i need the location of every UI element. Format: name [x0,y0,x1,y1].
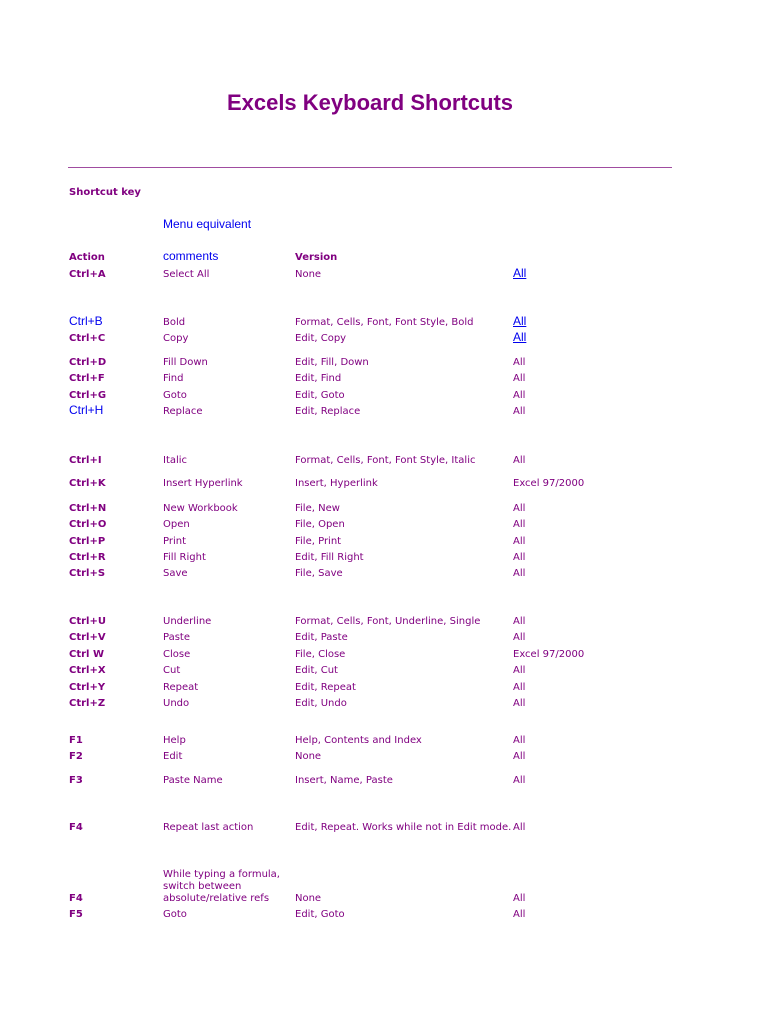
menu-cell: Format, Cells, Font, Underline, Single [295,616,481,627]
menu-cell: Edit, Repeat [295,682,356,693]
action-cell: Copy [163,333,189,344]
action-cell: Open [163,519,190,530]
action-cell: Goto [163,909,187,920]
version-cell: All [513,519,526,530]
action-cell: Replace [163,406,203,417]
version-cell: Excel 97/2000 [513,478,585,489]
action-cell: New Workbook [163,503,238,514]
menu-cell: Insert, Name, Paste [295,775,393,786]
version-cell: All [513,822,526,833]
version-cell: All [513,682,526,693]
version-cell: All [513,698,526,709]
shortcut-key-cell: F5 [69,909,83,920]
shortcut-key-cell: Ctrl+S [69,568,106,579]
action-cell: Select All [163,269,210,280]
shortcut-key-cell: Ctrl+F [69,373,105,384]
shortcut-key-cell: Ctrl+U [69,616,106,627]
version-cell: All [513,455,526,466]
action-cell: Undo [163,698,190,709]
action-cell: Print [163,536,187,547]
menu-cell: Format, Cells, Font, Font Style, Italic [295,455,476,466]
version-cell: All [513,406,526,417]
version-cell: All [513,357,526,368]
shortcut-key-cell: Ctrl+V [69,632,106,643]
menu-cell: Insert, Hyperlink [295,478,378,489]
action-cell: Save [163,568,188,579]
menu-equivalent-header[interactable]: Menu equivalent [163,217,252,231]
menu-cell: File, New [295,503,340,514]
shortcut-key-cell: Ctrl+K [69,478,106,489]
menu-cell: None [295,893,322,904]
action-cell: Close [163,649,191,660]
shortcut-key-cell: Ctrl+Z [69,698,106,709]
action-cell: Edit [163,751,183,762]
shortcut-key-cell: Ctrl+X [69,665,106,676]
action-cell: Find [163,373,184,384]
menu-cell: File, Close [295,649,346,660]
version-cell: All [513,503,526,514]
menu-cell: File, Open [295,519,345,530]
menu-cell: Edit, Undo [295,698,347,709]
shortcut-key-cell: Ctrl+O [69,519,107,530]
action-cell: While typing a formula, switch between absolute/relative refs [163,869,280,904]
shortcut-key-cell: Ctrl+D [69,357,107,368]
version-cell: Excel 97/2000 [513,649,585,660]
shortcut-key-cell: F4 [69,893,83,904]
menu-cell: Edit, Paste [295,632,348,643]
menu-cell: Edit, Repeat. Works while not in Edit mode. [295,822,512,833]
action-cell: Underline [163,616,212,627]
version-cell: All [513,536,526,547]
menu-cell: Format, Cells, Font, Font Style, Bold [295,317,474,328]
menu-cell: Edit, Replace [295,406,361,417]
shortcut-key-cell: Ctrl+G [69,390,107,401]
action-cell: Paste Name [163,775,223,786]
shortcut-key-cell: Ctrl+P [69,536,106,547]
action-cell: Help [163,735,186,746]
shortcut-key-cell: F4 [69,822,83,833]
menu-cell: Edit, Find [295,373,342,384]
action-header: Action [69,252,105,263]
version-cell: All [513,568,526,579]
version-cell[interactable]: All [513,314,527,328]
shortcut-key-cell: F2 [69,751,83,762]
version-cell: All [513,632,526,643]
version-cell[interactable]: All [513,266,527,280]
title-divider [68,167,672,168]
action-cell: Insert Hyperlink [163,478,243,489]
menu-cell: Edit, Fill, Down [295,357,369,368]
page-title: Excels Keyboard Shortcuts [226,90,514,115]
version-cell: All [513,373,526,384]
shortcut-key-cell: Ctrl+C [69,333,106,344]
action-cell: Bold [163,317,186,328]
menu-cell: Edit, Cut [295,665,338,676]
version-cell: All [513,909,526,920]
shortcut-key-cell: F3 [69,775,83,786]
shortcut-key-cell[interactable]: Ctrl+B [69,314,103,328]
version-cell: All [513,552,526,563]
menu-cell: Edit, Copy [295,333,347,344]
action-cell: Repeat [163,682,199,693]
shortcut-key-cell: Ctrl+Y [69,682,106,693]
version-header: Version [295,252,338,263]
shortcut-key-cell[interactable]: Ctrl+H [69,403,104,417]
version-cell: All [513,616,526,627]
menu-cell: Edit, Goto [295,390,345,401]
shortcut-key-cell: Ctrl+I [69,455,102,466]
shortcut-key-cell: F1 [69,735,83,746]
shortcut-key-cell: Ctrl+N [69,503,107,514]
version-cell: All [513,735,526,746]
version-cell: All [513,751,526,762]
version-cell: All [513,390,526,401]
shortcut-key-cell: Ctrl+R [69,552,106,563]
menu-cell: File, Print [295,536,342,547]
action-cell: Paste [163,632,190,643]
action-cell: Cut [163,665,181,676]
menu-cell: None [295,269,322,280]
action-cell: Fill Right [163,552,206,563]
version-cell: All [513,775,526,786]
action-cell: Goto [163,390,187,401]
comments-header[interactable]: comments [163,249,219,263]
menu-cell: Edit, Fill Right [295,552,364,563]
shortcut-key-cell: Ctrl W [69,649,104,660]
shortcut-key-header: Shortcut key [69,187,141,198]
menu-cell: Help, Contents and Index [295,735,422,746]
action-cell: Italic [163,455,188,466]
version-cell[interactable]: All [513,330,527,344]
action-cell: Fill Down [163,357,208,368]
version-cell: All [513,893,526,904]
menu-cell: None [295,751,322,762]
action-cell: Repeat last action [163,822,254,833]
menu-cell: Edit, Goto [295,909,345,920]
shortcut-key-cell: Ctrl+A [69,269,106,280]
version-cell: All [513,665,526,676]
menu-cell: File, Save [295,568,343,579]
